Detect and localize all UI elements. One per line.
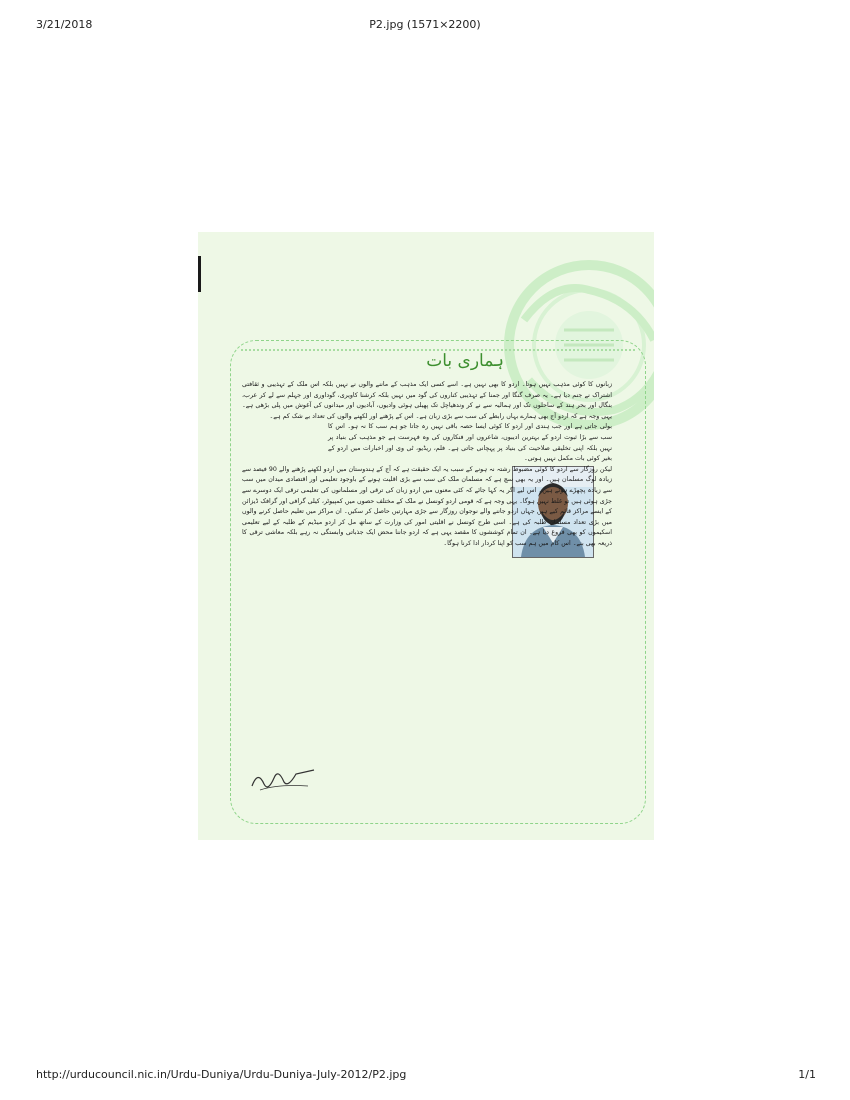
article-paragraph: زبانوں کا کوئی مذہب نہیں ہوتا۔ اردو کا بھی نہیں ہے۔ اسے کسی ایک مذہب کے ماننے والوں نے نہیں بلکہ اس ملک کے تہذیبی و ثقافتی اشتراک نے جنم دیا ہے۔ یہ صرف گنگا اور جمنا کے تہذیبی کناروں کی گود میں نہیں بلکہ کرشنا کاویری، گوداوری اور جہلم سے لے کر عرب، بنگال اور بحر ہند کے ساحلوں تک اور ہمالیہ سے نے کر وندھیاچل تک پھیلی ہوئی وادیوں، آبادیوں اور میدانوں کی آغوش میں پلی بڑھی ہے۔ یہی وجہ ہے کہ اردو آج بھی ہمارے بہاں رابطے کی سب سے بڑی زبان ہے۔ اس کے پڑھنے اور لکھنے والوں کی تعداد بے شک کم ہے۔ bbox=[242, 381, 612, 420]
article-heading: ہماری بات bbox=[426, 351, 504, 371]
print-title: P2.jpg (1571×2200) bbox=[369, 18, 481, 31]
article-paragraph: بولی جاتی ہے اور جب ہندی اور اردو کا کوئی ایسا حصہ باقی نہیں رہ جاتا جو ہم سب کا نہ ہو۔ اس کا سب سے بڑا ثبوت اردو کے بہترین ادیبوں، شاعروں اور فنکاروں کی وہ فہرست ہے جو مذہب کی بنیاد پر نہیں بلکہ اپنی تخلیقی صلاحیت کی بنیاد پر پہچانی جاتی ہے۔ فلم، ریڈیو، ٹی وی اور اخبارات میں اردو کے بغیر کوئی بات مکمل نہیں ہوتی۔ bbox=[328, 423, 612, 463]
article-paragraph: لیکن روزگار سے اردو کا کوئی مضبوط رشتہ نہ ہونے کے سبب یہ ایک حقیقت ہے کہ آج کے ہندوستان میں اردو لکھنے پڑھنے والے 90 فیصد سے زیادہ لوگ مسلمان ہیں۔ اور یہ بھی سچ ہے کہ مسلمان ملک کی سب سے بڑی اقلیت ہونے کے باوجود تعلیمی اور اقتصادی میدان میں سب سے زیادہ پچھڑے ہوئے ہیں۔ اس لیے اگر یہ کہا جائے کہ کئی معنوں میں اردو زبان کی ترقی اور مسلمانوں کی تعلیمی ترقی ایک دوسرے سے جڑی ہوئی ہیں تو غلط نہیں ہوگا۔ یہی وجہ ہے کہ قومی اردو کونسل نے ملک کے مختلف حصوں میں کمپیوٹر، کیلی گرافی اور گرافک ڈیزائن کے ایسے مراکز قائم کیے ہیں جہاں اردو جاننے والے نوجوان روزگار سے جڑی مہارتیں حاصل کر سکیں۔ ان مراکز میں تعلیم حاصل کرنے والوں میں بڑی تعداد مسلمان طلبہ کی ہے۔ اسی طرح کونسل نے اقلیتی امور کی وزارت کے ساتھ مل کر اردو میڈیم کے طلبہ کے لیے تعلیمی اسکیموں کو بھی فروغ دیا ہے۔ ان تمام کوششوں کا مقصد یہی ہے کہ اردو جاننا محض ایک جذباتی وابستگی نہ رہے بلکہ معاشی ترقی کا ذریعہ بھی بنے۔ اس کام میں ہم سب کو اپنا کردار ادا کرنا ہوگا۔ bbox=[242, 465, 613, 547]
source-url: http://urducouncil.nic.in/Urdu-Duniya/Urdu-Duniya-July-2012/P2.jpg bbox=[36, 1068, 407, 1081]
scanned-magazine-page bbox=[198, 232, 654, 840]
article-body bbox=[242, 380, 612, 550]
page-edge-mark bbox=[198, 256, 201, 292]
print-date: 3/21/2018 bbox=[36, 18, 93, 31]
page-counter: 1/1 bbox=[798, 1068, 816, 1081]
editor-signature bbox=[248, 764, 318, 794]
